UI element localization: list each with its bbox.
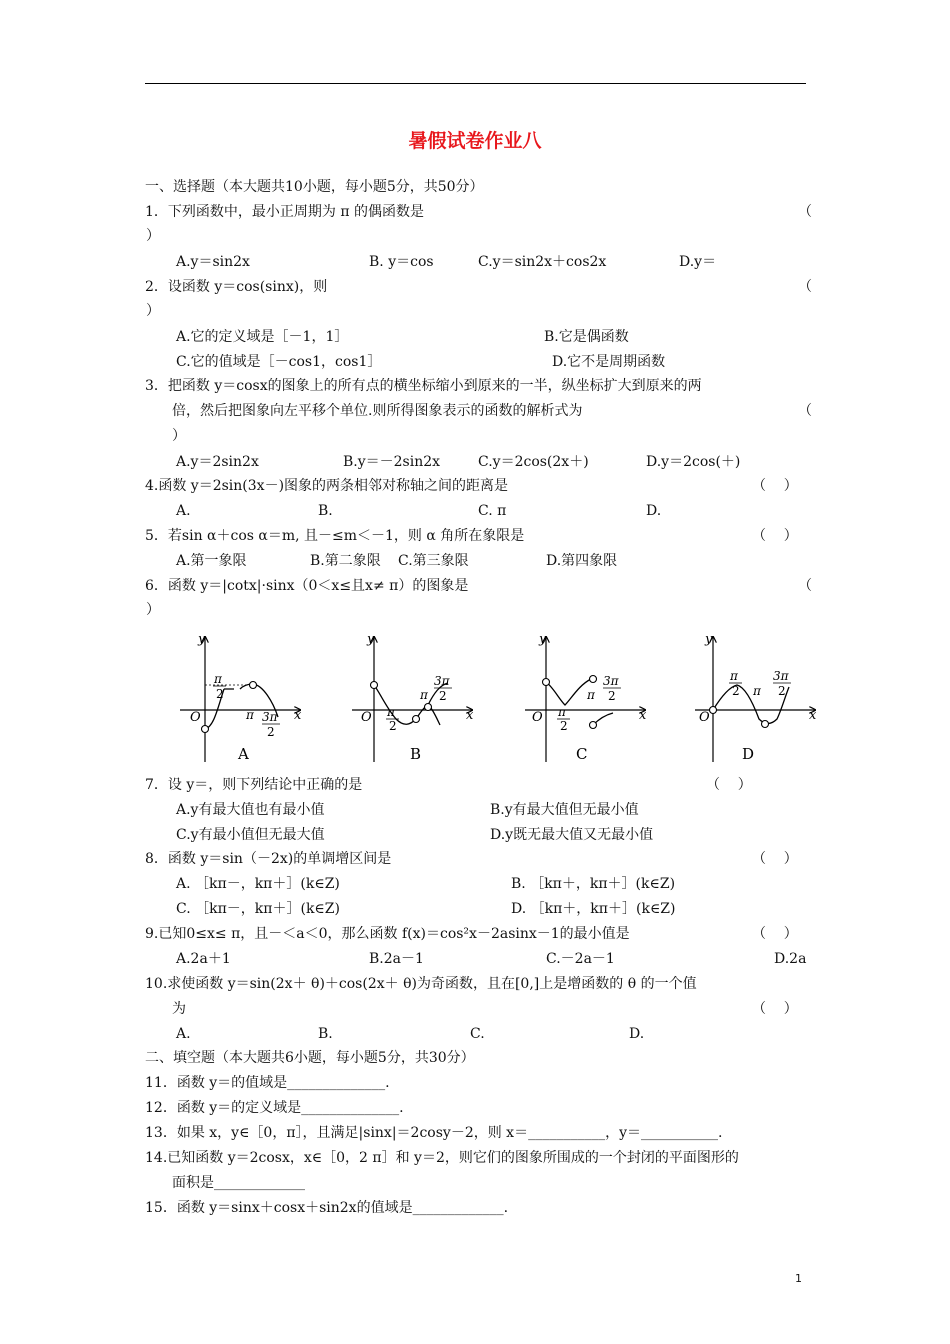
q2-paren-open: （ bbox=[798, 279, 812, 295]
q10-option-c: C. bbox=[470, 1026, 485, 1042]
q13-line: 13．如果 x，y∈［0，π］，且满足|sinx|＝2cosy－2，则 x＝___________，y＝___________. bbox=[145, 1125, 723, 1141]
q1-paren-open: （ bbox=[798, 204, 812, 220]
q8-option-d: D. ［kπ＋，kπ＋］(k∈Z) bbox=[511, 901, 676, 917]
q10-stem-line2: 为 bbox=[172, 1001, 186, 1017]
q4-paren: （ ） bbox=[752, 478, 798, 494]
q6-graph-c bbox=[525, 632, 647, 763]
q3-stem-line1: 3．把函数 y＝cosx的图象上的所有点的横坐标缩小到原来的一半，纵坐标扩大到原来的两 bbox=[145, 378, 702, 394]
q6-paren-open: （ bbox=[798, 578, 812, 594]
q9-option-a: A.2a＋1 bbox=[176, 951, 231, 967]
q4-option-d: D. bbox=[646, 503, 662, 519]
q6-graph-b bbox=[352, 632, 474, 763]
q3-option-b: B.y＝－2sin2x bbox=[343, 454, 441, 470]
q3-option-c: C.y＝2cos(2x＋) bbox=[478, 454, 589, 470]
q9-option-b: B.2a－1 bbox=[369, 951, 424, 967]
q6-b-pi-half-num: π bbox=[387, 705, 395, 719]
q6-d-3pi-num: 3π bbox=[773, 669, 789, 683]
q6-stem: 6．函数 y＝|cotx|·sinx（0＜x≤且x≠ π）的图象是 bbox=[145, 578, 469, 594]
q4-option-b: B. bbox=[318, 503, 333, 519]
q6-b-origin: O bbox=[361, 710, 372, 725]
q1-option-b: B. y＝cos bbox=[369, 254, 434, 270]
q1-option-c: C.y＝sin2x＋cos2x bbox=[478, 254, 607, 270]
q6-d-origin: O bbox=[699, 710, 710, 725]
q1-option-a: A.y＝sin2x bbox=[176, 254, 250, 270]
q3-stem-line2: 倍，然后把图象向左平移个单位.则所得图象表示的函数的解析式为 bbox=[172, 403, 583, 419]
q7-paren: （ ） bbox=[706, 777, 752, 793]
q10-option-b: B. bbox=[318, 1026, 333, 1042]
q1-stem: 1．下列函数中，最小正周期为 π 的偶函数是 bbox=[145, 204, 425, 220]
q9-option-c: C.－2a－1 bbox=[546, 951, 615, 967]
q6-b-3pi-den: 2 bbox=[439, 689, 447, 703]
q3-paren-close: ） bbox=[172, 428, 186, 444]
q6-d-x-label: x bbox=[809, 708, 817, 723]
q6-paren-close: ） bbox=[146, 602, 160, 618]
section2-heading: 二、填空题（本大题共6小题，每小题5分，共30分） bbox=[145, 1050, 475, 1066]
q6-c-3pi-num: 3π bbox=[603, 674, 619, 688]
q6-b-pi-half-den: 2 bbox=[389, 719, 397, 733]
q11-line: 11．函数 y＝的值域是______________. bbox=[145, 1075, 390, 1091]
q6-a-origin: O bbox=[190, 710, 201, 725]
q6-c-pi: π bbox=[587, 688, 595, 702]
header-rule bbox=[145, 83, 806, 84]
section1-heading: 一、选择题（本大题共10小题，每小题5分，共50分） bbox=[145, 179, 484, 195]
q7-option-a: A.y有最大值也有最小值 bbox=[176, 802, 325, 818]
q2-option-c: C.它的值域是［－cos1，cos1］ bbox=[176, 354, 382, 370]
q6-b-3pi-num: 3π bbox=[434, 674, 450, 688]
q5-option-b: B.第二象限 bbox=[310, 553, 381, 569]
q5-option-c: C.第三象限 bbox=[398, 553, 469, 569]
q6-b-y-label: y bbox=[367, 632, 375, 647]
q5-stem: 5．若sin α＋cos α＝m, 且－≤m＜－1，则 α 角所在象限是 bbox=[145, 528, 525, 544]
q9-option-d: D.2a bbox=[774, 951, 807, 967]
q8-option-a: A. ［kπ－，kπ＋］(k∈Z) bbox=[176, 876, 340, 892]
q10-option-d: D. bbox=[629, 1026, 645, 1042]
q7-option-b: B.y有最大值但无最小值 bbox=[490, 802, 639, 818]
q6-c-pi-half-den: 2 bbox=[560, 719, 568, 733]
q6-d-pi-half-num: π bbox=[730, 669, 738, 683]
q6-c-label: C bbox=[576, 745, 588, 763]
q12-line: 12．函数 y＝的定义域是______________. bbox=[145, 1100, 404, 1116]
q4-option-a: A. bbox=[176, 503, 191, 519]
q6-c-curve-1 bbox=[546, 679, 591, 705]
q10-stem-line1: 10.求使函数 y＝sin(2x＋ θ)＋cos(2x＋ θ)为奇函数，且在[0,]上是增函数的 θ 的一个值 bbox=[145, 976, 697, 992]
q1-option-d: D.y＝ bbox=[679, 254, 717, 270]
q6-graph-d bbox=[695, 632, 817, 763]
q4-option-c: C. π bbox=[478, 503, 507, 519]
q6-graph-a bbox=[180, 632, 302, 763]
q6-c-origin: O bbox=[532, 710, 543, 725]
q6-graph-options bbox=[168, 627, 818, 767]
q2-option-d: D.它不是周期函数 bbox=[552, 354, 666, 370]
q2-paren-close: ） bbox=[146, 303, 160, 319]
q14-line2: 面积是_____________ bbox=[172, 1175, 305, 1191]
q8-option-b: B. ［kπ＋，kπ＋］(k∈Z) bbox=[511, 876, 676, 892]
q6-a-3pi-num: 3π bbox=[262, 710, 278, 724]
q5-option-d: D.第四象限 bbox=[546, 553, 618, 569]
q3-option-a: A.y＝2sin2x bbox=[176, 454, 259, 470]
page-number: 1 bbox=[795, 1272, 802, 1285]
q10-option-a: A. bbox=[176, 1026, 191, 1042]
q6-c-y-label: y bbox=[539, 632, 547, 647]
q7-option-d: D.y既无最大值又无最小值 bbox=[490, 827, 654, 843]
page-title: 暑假试卷作业八 bbox=[408, 130, 542, 152]
q6-a-pi: π bbox=[246, 708, 254, 722]
q6-d-label: D bbox=[742, 745, 755, 763]
q6-c-x-label: x bbox=[639, 708, 647, 723]
q6-d-y-label: y bbox=[705, 632, 713, 647]
q3-paren-open: （ bbox=[798, 403, 812, 419]
q6-a-3pi-den: 2 bbox=[267, 725, 275, 739]
q6-a-x-label: x bbox=[294, 708, 302, 723]
q3-option-d: D.y＝2cos(＋) bbox=[646, 454, 741, 470]
q6-b-label: B bbox=[410, 745, 422, 763]
q10-paren: （ ） bbox=[752, 1001, 798, 1017]
q8-stem: 8．函数 y＝sin（－2x)的单调增区间是 bbox=[145, 851, 392, 867]
q9-stem: 9.已知0≤x≤ π，且－＜a＜0，那么函数 f(x)＝cos²x－2asinx－1的最小值是 bbox=[145, 926, 630, 942]
q2-stem: 2．设函数 y＝cos(sinx)，则 bbox=[145, 279, 328, 295]
q9-paren: （ ） bbox=[752, 926, 798, 942]
q15-line: 15．函数 y＝sinx＋cosx＋sin2x的值域是_____________. bbox=[145, 1200, 509, 1216]
q2-option-b: B.它是偶函数 bbox=[544, 329, 629, 345]
q6-c-pi-half-num: π bbox=[558, 705, 566, 719]
q6-a-label: A bbox=[238, 745, 249, 763]
q8-paren: （ ） bbox=[752, 851, 798, 867]
q6-b-pi: π bbox=[420, 688, 428, 702]
q1-paren-close: ） bbox=[146, 228, 160, 244]
q6-a-pi-half-den: 2 bbox=[216, 687, 224, 701]
q8-option-c: C. ［kπ－，kπ＋］(k∈Z) bbox=[176, 901, 340, 917]
q5-option-a: A.第一象限 bbox=[176, 553, 247, 569]
q6-d-3pi-den: 2 bbox=[778, 684, 786, 698]
q4-stem: 4.函数 y＝2sin(3x－)图象的两条相邻对称轴之间的距离是 bbox=[145, 478, 509, 494]
q6-d-pi-half-den: 2 bbox=[732, 684, 740, 698]
q14-line1: 14.已知函数 y＝2cosx，x∈［0，2 π］和 y＝2，则它们的图象所围成的一个封闭的平面图形的 bbox=[145, 1150, 739, 1166]
q2-option-a: A.它的定义域是［－1，1］ bbox=[176, 329, 349, 345]
q6-d-pi: π bbox=[753, 684, 761, 698]
q5-paren: （ ） bbox=[752, 528, 798, 544]
q7-stem: 7．设 y＝，则下列结论中正确的是 bbox=[145, 777, 363, 793]
q6-a-pi-half-num: π bbox=[214, 672, 222, 686]
q6-a-y-label: y bbox=[198, 632, 206, 647]
q6-c-3pi-den: 2 bbox=[608, 689, 616, 703]
q7-option-c: C.y有最小值但无最大值 bbox=[176, 827, 325, 843]
q6-b-x-label: x bbox=[466, 708, 474, 723]
